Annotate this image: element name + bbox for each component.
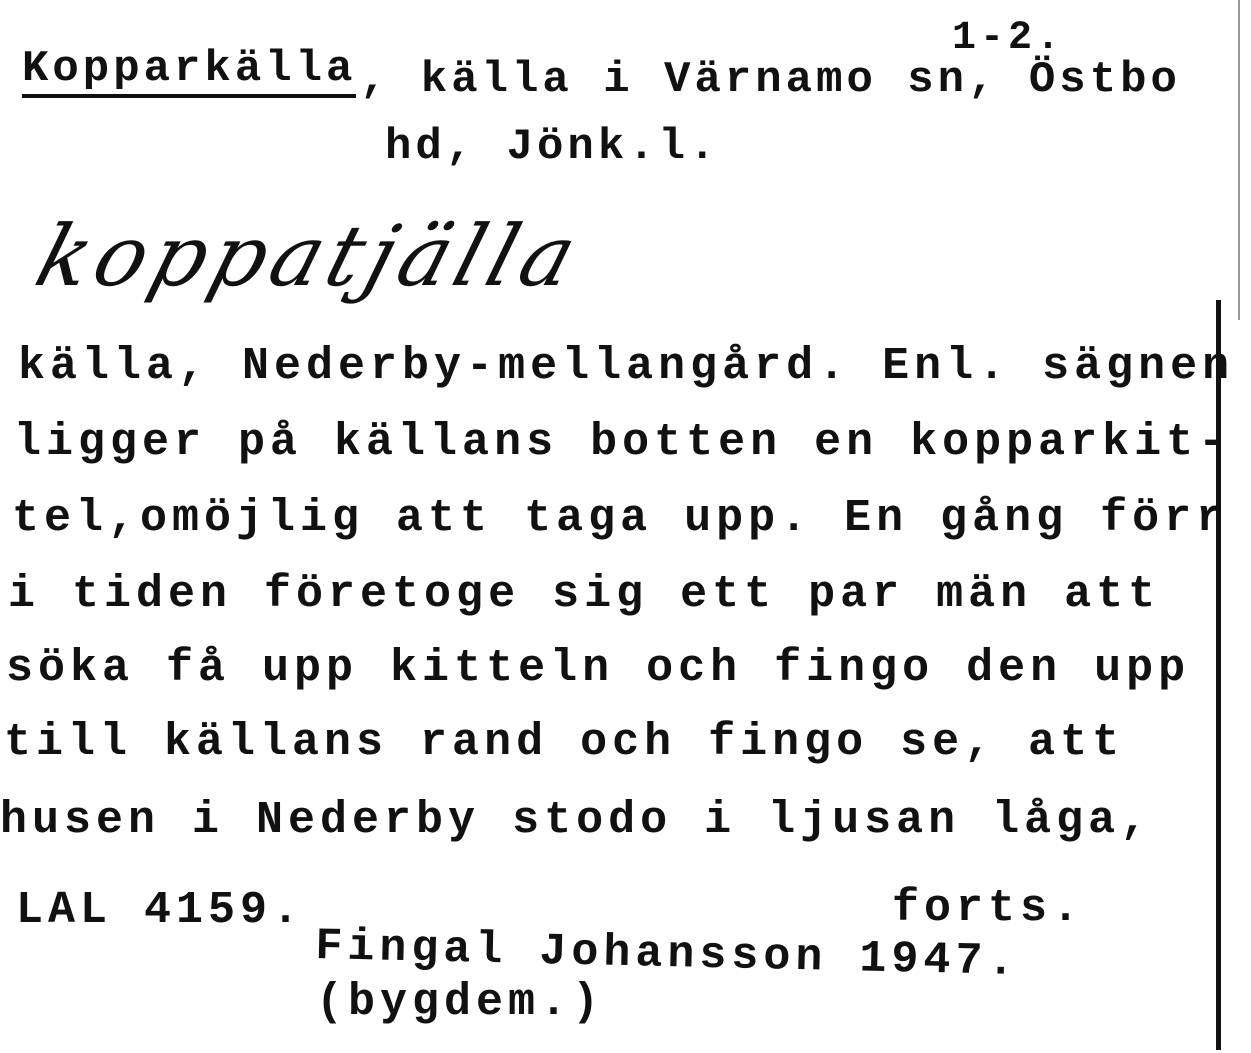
body-line-6: till källans rand och fingo se, att — [4, 717, 1125, 768]
card-edge-border — [1216, 300, 1221, 1050]
handwritten-pronunciation: koppatjälla — [25, 207, 593, 305]
card-number: 1-2. — [952, 16, 1065, 61]
informant: Fingal Johansson 1947. — [314, 921, 1020, 988]
body-line-4: i tiden företoge sig ett par män att — [8, 569, 1161, 620]
body-line-3: tel,omöjlig att taga upp. En gång förr — [12, 493, 1229, 544]
card-edge-line — [1238, 0, 1240, 320]
source-id: LAL 4159. — [16, 885, 305, 936]
informant-note: (bygdem.) — [316, 977, 605, 1028]
continued-note: forts. — [892, 883, 1085, 934]
body-line-7: husen i Nederby stodo i ljusan låga, — [0, 795, 1153, 846]
header-location: , källa i Värnamo sn, Östbo — [360, 55, 1181, 105]
headword: Kopparkälla — [22, 44, 356, 98]
body-line-2: ligger på källans botten en kopparkit- — [14, 417, 1231, 468]
header-location-line2: hd, Jönk.l. — [385, 122, 720, 172]
body-line-5: söka få upp kitteln och fingo den upp — [6, 643, 1191, 694]
body-line-1: källa, Nederby-mellangård. Enl. sägnen — [18, 341, 1235, 392]
